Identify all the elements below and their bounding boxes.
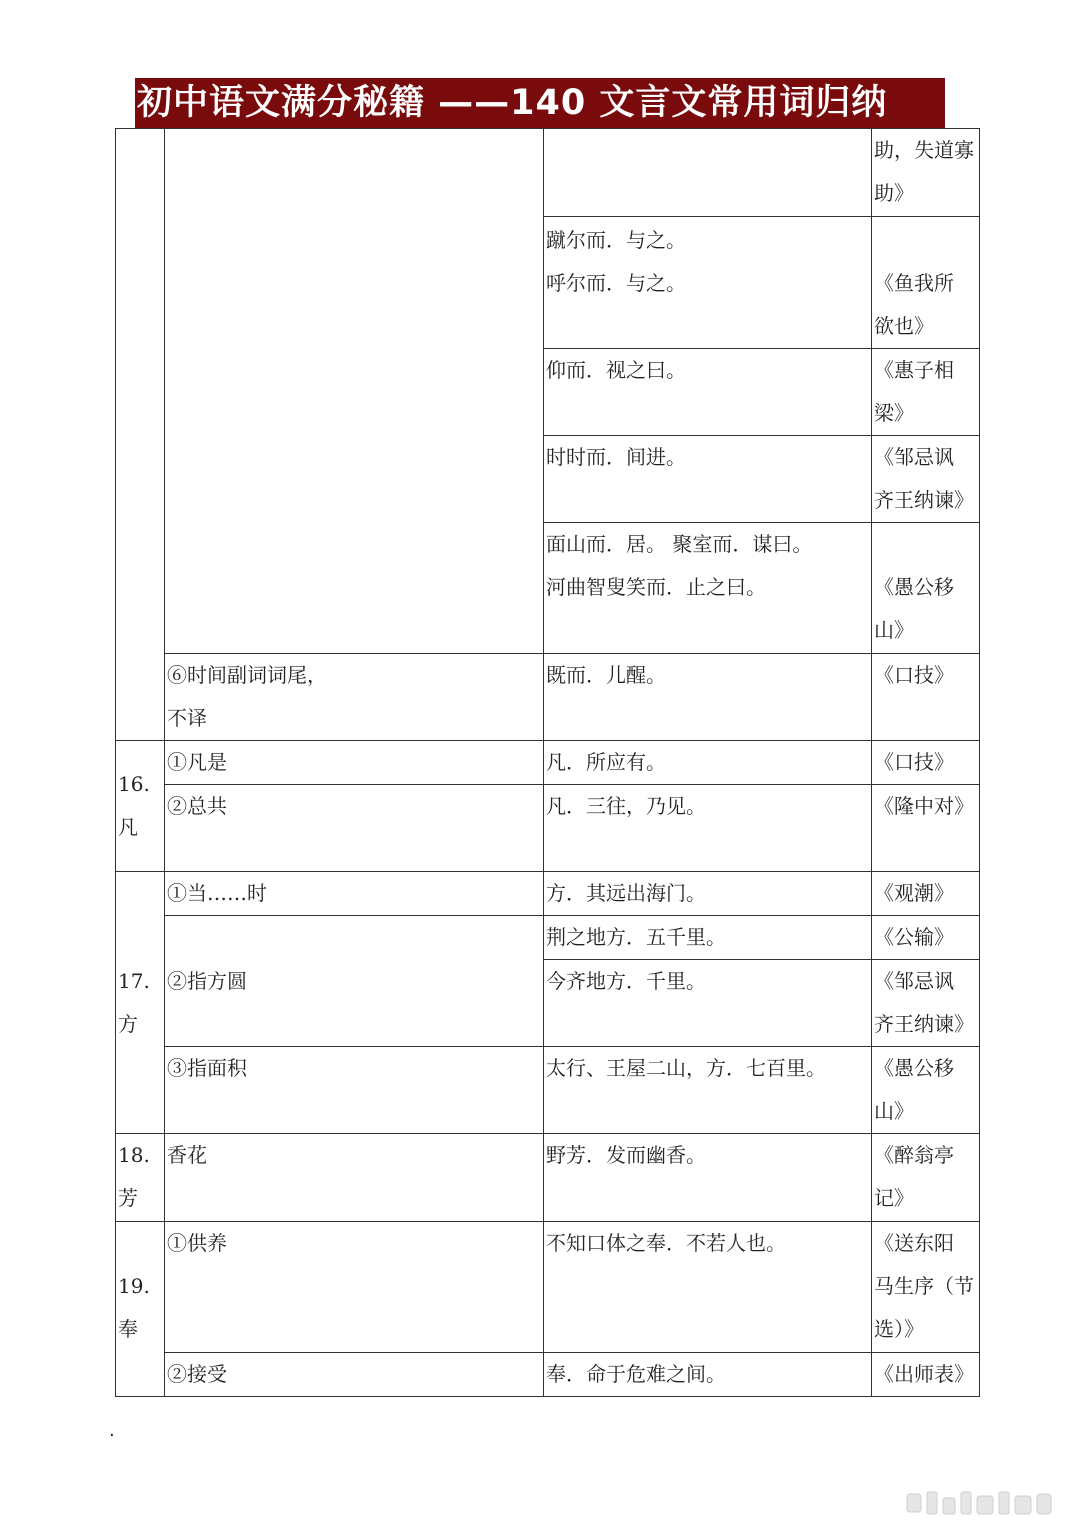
example-cell: 凡．所应有。 — [544, 741, 872, 785]
meaning-cell: ①当……时 — [165, 872, 544, 916]
source-cell: 《邹忌讽 齐王纳谏》 — [872, 436, 980, 523]
source-cell: 《送东阳 马生序（节 选）》 — [872, 1222, 980, 1353]
meaning-cell: 香花 — [165, 1134, 544, 1222]
source-cell: 《愚公移 山》 — [872, 1047, 980, 1134]
source-cell: 《出师表》 — [872, 1353, 980, 1397]
meaning-cell — [165, 129, 544, 654]
source-cell: 《口技》 — [872, 654, 980, 741]
table-row — [116, 1353, 980, 1397]
source-cell: 《醉翁亭 记》 — [872, 1134, 980, 1222]
table-row — [116, 1134, 980, 1222]
example-cell: 面山而．居。 聚室而．谋曰。 河曲智叟笑而．止之曰。 — [544, 523, 872, 654]
vocabulary-table — [115, 128, 980, 1397]
example-cell: 仰而．视之曰。 — [544, 349, 872, 436]
page-title: 初中语文满分秘籍 ——140 文言文常用词归纳 — [137, 83, 888, 123]
table-row — [116, 1047, 980, 1134]
example-cell: 不知口体之奉．不若人也。 — [544, 1222, 872, 1353]
source-cell: 助，失道寡 助》 — [872, 129, 980, 217]
footer-dot: . — [109, 1420, 115, 1441]
watermark-logo — [905, 1490, 1055, 1516]
word-cell: 17. 方 — [116, 872, 165, 1134]
example-cell: 野芳．发而幽香。 — [544, 1134, 872, 1222]
example-cell — [544, 129, 872, 217]
example-cell: 既而．儿醒。 — [544, 654, 872, 741]
meaning-cell: ②接受 — [165, 1353, 544, 1397]
word-cell — [116, 129, 165, 741]
example-cell: 荆之地方．五千里。 — [544, 916, 872, 960]
example-cell: 今齐地方．千里。 — [544, 960, 872, 1047]
example-cell: 方．其远出海门。 — [544, 872, 872, 916]
meaning-cell: ③指面积 — [165, 1047, 544, 1134]
meaning-cell: ②总共 — [165, 785, 544, 872]
source-cell: 《公输》 — [872, 916, 980, 960]
word-cell: 19. 奉 — [116, 1222, 165, 1397]
word-cell: 16. 凡 — [116, 741, 165, 872]
source-cell: 《口技》 — [872, 741, 980, 785]
example-cell: 太行、王屋二山，方．七百里。 — [544, 1047, 872, 1134]
example-cell: 奉．命于危难之间。 — [544, 1353, 872, 1397]
meaning-cell: ①凡是 — [165, 741, 544, 785]
table-row — [116, 916, 980, 960]
page-title-banner — [135, 78, 945, 128]
word-cell: 18. 芳 — [116, 1134, 165, 1222]
table-row — [116, 1222, 980, 1353]
source-cell: 《邹忌讽 齐王纳谏》 — [872, 960, 980, 1047]
table-row — [116, 129, 980, 217]
source-cell: 《隆中对》 — [872, 785, 980, 872]
source-cell: 《观潮》 — [872, 872, 980, 916]
meaning-cell: ②指方圆 — [165, 916, 544, 1047]
source-cell: 《鱼我所 欲也》 — [872, 217, 980, 349]
meaning-cell: ⑥时间副词词尾， 不译 — [165, 654, 544, 741]
table-row — [116, 654, 980, 741]
meaning-cell: ①供养 — [165, 1222, 544, 1353]
table-row — [116, 872, 980, 916]
table-row — [116, 785, 980, 872]
table-row — [116, 741, 980, 785]
example-cell: 蹴尔而．与之。 呼尔而．与之。 — [544, 217, 872, 349]
source-cell: 《惠子相 梁》 — [872, 349, 980, 436]
source-cell: 《愚公移 山》 — [872, 523, 980, 654]
example-cell: 时时而．间进。 — [544, 436, 872, 523]
example-cell: 凡．三往，乃见。 — [544, 785, 872, 872]
